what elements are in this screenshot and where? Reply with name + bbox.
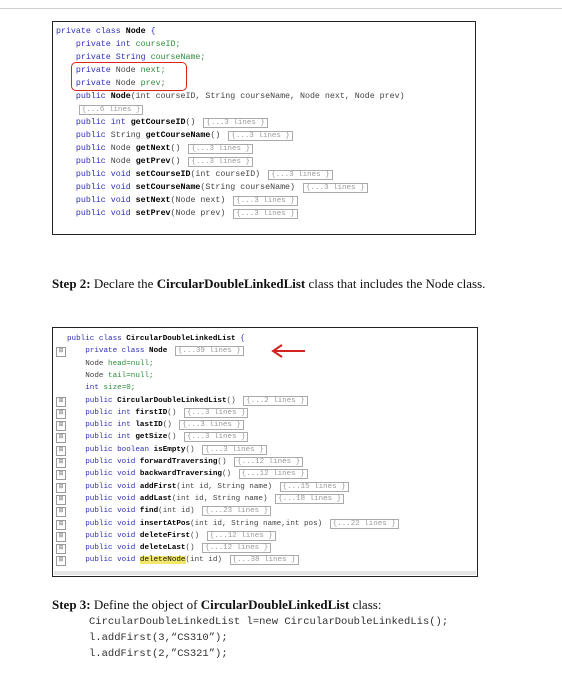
folded-code-marker[interactable]: {...6 lines } (79, 105, 144, 115)
code-token: Node (110, 144, 136, 153)
step3-text-b: class: (349, 597, 382, 612)
code-token: CircularDoubleLinkedList (126, 335, 236, 343)
code-token: backwardTraversing (139, 470, 222, 479)
code-token: prev; (140, 79, 166, 88)
code-line (56, 91, 405, 102)
code-token: deleteLast (139, 544, 186, 553)
expand-fold-icon[interactable]: ⊞ (56, 446, 66, 456)
expand-fold-icon[interactable]: ⊞ (56, 495, 66, 505)
code-token: public (56, 157, 111, 166)
expand-fold-icon[interactable]: ⊞ (56, 458, 66, 468)
code-token: Node (67, 371, 109, 380)
code-line (67, 469, 308, 480)
next-prev-highlight-box (71, 62, 187, 91)
code-line (67, 555, 299, 566)
expand-fold-icon[interactable]: ⊞ (56, 433, 66, 443)
code-token: (int id, String name,int pos) (190, 519, 327, 528)
code-token: () (170, 157, 186, 166)
code-token: public void (56, 170, 136, 179)
expand-fold-icon[interactable]: ⊞ (56, 409, 66, 419)
code-token: courseName; (150, 53, 206, 62)
code-token: CircularDoubleLinkedList (117, 396, 227, 405)
code-line (56, 169, 333, 180)
code-line (56, 104, 143, 115)
code-token: getSize (135, 433, 168, 442)
code-token: addLast (139, 494, 172, 503)
code-line (67, 543, 271, 554)
folded-code-marker[interactable]: {...3 lines } (228, 131, 293, 141)
code-line (67, 408, 248, 419)
step3-code-line-2: l.addFirst(3,“CS310”); (89, 632, 228, 644)
expand-fold-icon[interactable]: ⊞ (56, 520, 66, 530)
node-class-code-block (52, 21, 476, 235)
code-token: public int (67, 421, 136, 430)
code-token: isEmpty (153, 445, 186, 454)
code-token: public void (67, 556, 140, 565)
folded-code-marker[interactable]: {...3 lines } (188, 157, 253, 167)
code-line (56, 208, 298, 219)
code-token: () (185, 544, 200, 553)
code-token: deleteNode (139, 556, 186, 565)
folded-code-marker[interactable]: {...3 lines } (202, 445, 267, 455)
code-token: { (235, 335, 245, 343)
folded-code-marker[interactable]: {...39 lines } (175, 346, 244, 356)
code-token: size=0; (103, 384, 136, 393)
folded-code-marker[interactable]: {...3 lines } (203, 118, 268, 128)
code-token: private (56, 66, 116, 75)
code-token: () (226, 396, 241, 405)
code-line (67, 420, 244, 431)
code-token: public int (56, 118, 131, 127)
folded-code-marker[interactable]: {...3 lines } (233, 196, 298, 206)
code-token: () (185, 445, 200, 454)
code-token: public (56, 92, 111, 101)
code-line (56, 39, 180, 50)
code-line (56, 156, 253, 167)
folded-code-marker[interactable]: {...3 lines } (179, 420, 244, 430)
folded-code-marker[interactable]: {...2 lines } (243, 396, 308, 406)
code-token: setCourseName (135, 183, 201, 192)
folded-code-marker[interactable]: {...3 lines } (184, 432, 249, 442)
code-token: (int courseID) (190, 170, 266, 179)
folded-code-marker[interactable]: {...3 lines } (303, 183, 368, 193)
code-token: () (167, 433, 181, 442)
code-line (67, 494, 344, 505)
code-token: (Node next) (170, 196, 231, 205)
step3-paragraph (52, 597, 528, 613)
expand-fold-icon[interactable]: ⊞ (56, 347, 66, 357)
code-line (67, 383, 135, 394)
code-token: public void (56, 183, 136, 192)
code-line (67, 334, 245, 345)
horizontal-scrollbar[interactable] (54, 571, 476, 575)
code-token: public void (67, 494, 140, 503)
code-token: getPrev (135, 157, 171, 166)
linked-list-class-code-block (52, 327, 478, 577)
code-line (67, 359, 154, 370)
code-token: (String courseName) (200, 183, 300, 192)
code-line (56, 26, 156, 37)
step3-label: Step 3: (52, 597, 91, 612)
code-token: addFirst (139, 482, 177, 491)
code-token: forwardTraversing (139, 458, 218, 466)
code-token: public (56, 144, 111, 153)
expand-fold-icon[interactable]: ⊞ (56, 421, 66, 431)
expand-fold-icon[interactable]: ⊞ (56, 532, 66, 542)
step2-text-b: class that includes the Node class. (305, 276, 486, 291)
code-token: public void (67, 458, 140, 466)
folded-code-marker[interactable]: {...12 lines } (202, 543, 271, 553)
expand-fold-icon[interactable]: ⊞ (56, 397, 66, 407)
code-token: setNext (135, 196, 171, 205)
step2-class-name: CircularDoubleLinkedList (156, 276, 306, 291)
code-token: private int (56, 40, 136, 49)
code-token: public void (56, 209, 136, 218)
code-token: private (56, 79, 116, 88)
code-line (67, 482, 349, 493)
code-token: private class (56, 27, 126, 36)
code-token: getCourseName (145, 131, 211, 140)
step3-code-line-3: l.addFirst(2,”CS321”); (89, 648, 228, 660)
code-token: public void (56, 196, 136, 205)
code-token: () (217, 458, 232, 466)
step2-paragraph (52, 276, 528, 292)
folded-code-marker[interactable]: {...12 lines } (234, 457, 303, 467)
folded-code-marker[interactable]: {...3 lines } (184, 408, 249, 418)
code-token: Node (149, 347, 172, 356)
code-token: (int id) (185, 556, 227, 565)
expand-fold-icon[interactable]: ⊞ (56, 507, 66, 517)
step3-text-a: Define the object of (90, 597, 201, 612)
code-token: deleteFirst (139, 531, 191, 540)
code-token: next; (140, 66, 166, 75)
code-token: (int id, String name) (171, 494, 273, 503)
code-token: firstID (135, 408, 168, 417)
code-token: (int id, String name) (176, 482, 277, 491)
code-line (67, 371, 154, 382)
code-token: Node (115, 66, 141, 75)
code-line (56, 143, 253, 154)
folded-code-marker[interactable]: {...15 lines } (280, 482, 349, 492)
code-line (67, 531, 276, 542)
code-line (56, 195, 298, 206)
code-token: public class (67, 335, 127, 343)
expand-fold-icon[interactable]: ⊞ (56, 470, 66, 480)
code-token: () (162, 421, 177, 430)
code-line (67, 432, 248, 443)
code-token: courseID; (135, 40, 181, 49)
code-token: Node (110, 157, 136, 166)
folded-code-marker[interactable]: {...22 lines } (330, 519, 399, 529)
code-token: tail=null; (108, 371, 154, 380)
expand-fold-icon[interactable]: ⊞ (56, 556, 66, 566)
code-token: (int id) (158, 507, 200, 516)
code-token: insertAtPos (139, 519, 191, 528)
code-line (56, 117, 268, 128)
code-token: int (67, 384, 104, 393)
code-line (56, 130, 293, 141)
code-token: (int courseID, String courseName, Node next, Node prev) (130, 92, 405, 101)
code-token (56, 105, 76, 114)
step2-text-a: Declare the (90, 276, 157, 291)
code-token: head=null; (108, 359, 154, 368)
code-token: () (190, 531, 204, 540)
folded-code-marker[interactable]: {...38 lines } (230, 555, 299, 565)
code-token: public void (67, 544, 140, 553)
code-token: public void (67, 507, 140, 516)
folded-code-marker[interactable]: {...18 lines } (275, 494, 344, 504)
code-token: public int (67, 408, 136, 417)
folded-code-marker[interactable]: {...23 lines } (202, 506, 271, 516)
code-line (67, 346, 244, 357)
code-token: Node (110, 92, 131, 101)
code-token: Node (115, 79, 141, 88)
red-arrow-icon (265, 343, 325, 359)
step3-code-line-1: CircularDoubleLinkedList l=new CircularDoubleLinkedLis(); (89, 616, 449, 628)
code-token: public boolean (67, 445, 154, 454)
expand-fold-icon[interactable]: ⊞ (56, 544, 66, 554)
code-token: find (139, 507, 159, 516)
step2-label: Step 2: (52, 276, 91, 291)
code-token: public (67, 396, 118, 405)
code-token: () (185, 118, 201, 127)
folded-code-marker[interactable]: {...3 lines } (188, 144, 253, 154)
folded-code-marker[interactable]: {...12 lines } (207, 531, 276, 541)
expand-fold-icon[interactable]: ⊞ (56, 483, 66, 493)
code-token: Node (67, 359, 109, 368)
code-token: getCourseID (130, 118, 186, 127)
code-token: lastID (135, 421, 163, 430)
code-token: public void (67, 531, 140, 540)
step3-class-name: CircularDoubleLinkedList (200, 597, 350, 612)
code-token: public void (67, 482, 140, 491)
code-line (67, 457, 303, 468)
code-token: () (210, 131, 226, 140)
folded-code-marker[interactable]: {...12 lines } (239, 469, 308, 479)
code-token: getNext (135, 144, 171, 153)
code-token: { (145, 27, 156, 36)
code-token: setCourseID (135, 170, 191, 179)
code-line (56, 182, 368, 193)
code-line (67, 445, 267, 456)
code-token: () (170, 144, 186, 153)
code-token: private class (67, 347, 150, 356)
code-token: public void (67, 470, 140, 479)
code-line (67, 396, 308, 407)
code-token: private String (56, 53, 151, 62)
code-token: public (56, 131, 111, 140)
code-token: (Node prev) (170, 209, 231, 218)
code-token: public void (67, 519, 140, 528)
code-line (67, 519, 399, 530)
code-line (67, 506, 271, 517)
code-token: Node (125, 27, 146, 36)
code-token: public int (67, 433, 136, 442)
folded-code-marker[interactable]: {...3 lines } (268, 170, 333, 180)
top-divider (0, 8, 562, 9)
code-token: setPrev (135, 209, 171, 218)
folded-code-marker[interactable]: {...3 lines } (233, 209, 298, 219)
code-token: () (167, 408, 181, 417)
code-token: String (110, 131, 146, 140)
code-token: () (221, 470, 236, 479)
